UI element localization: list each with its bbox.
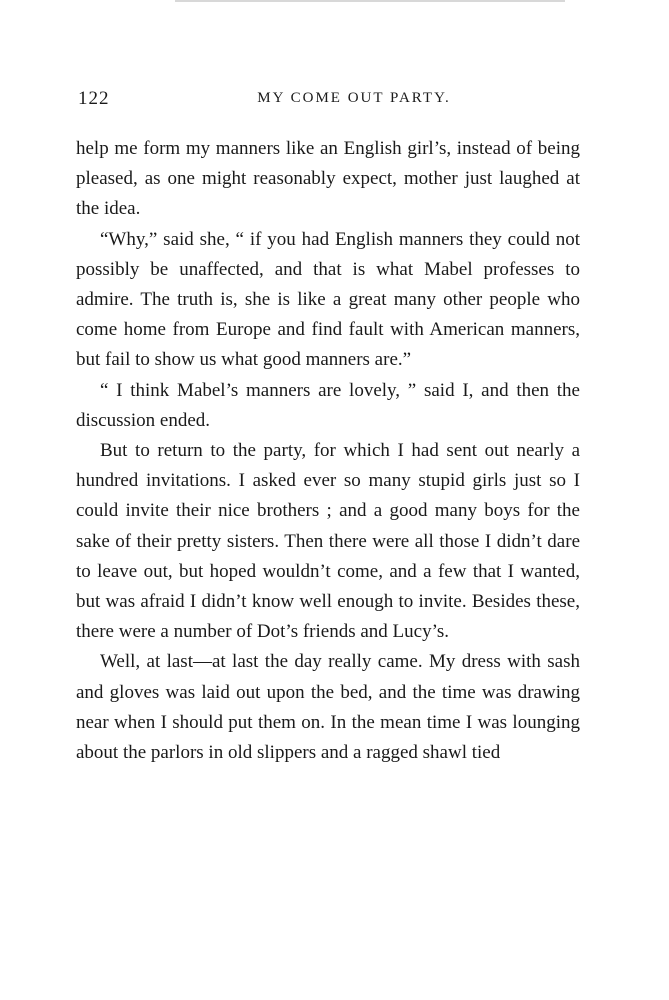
- paragraph-4: But to return to the party, for which I had sent out nearly a hundred invitations. I asked ever so many stupid girls just so I could invite their nice brothers ; and a good many boys for the sake of their pretty sisters. Then there were all those I didn’t dare to leave out, but hoped wouldn’t come, and a few that I wanted, but was afraid I didn’t know well enough to invite. Besides these, there were a number of Dot’s friends and Lucy’s.: [76, 440, 580, 643]
- page-number: 122: [78, 88, 110, 109]
- paragraph-3: “ I think Mabel’s manners are lovely, ” said I, and then the discussion ended.: [76, 379, 580, 431]
- body-text: [76, 134, 580, 768]
- paragraph-5: Well, at last—at last the day really came. My dress with sash and gloves was laid out upon the bed, and the time was drawing near when I should put them on. In the mean time I was lounging about the parlors in old slippers and a ragged shawl tied: [76, 651, 580, 764]
- paragraph-1: help me form my manners like an English girl’s, instead of being pleased, as one might reasonably expect, mother just laughed at the idea.: [76, 138, 580, 220]
- paragraph-2: “Why,” said she, “ if you had English manners they could not possibly be unaffected, and that is what Mabel professes to admire. The truth is, she is like a great many other people who come home from Europe and find fault with American manners, but fail to show us what good manners are.”: [76, 228, 580, 371]
- page-header: [78, 88, 580, 114]
- page-top-edge: [175, 0, 565, 2]
- running-head: MY COME OUT PARTY.: [257, 90, 451, 106]
